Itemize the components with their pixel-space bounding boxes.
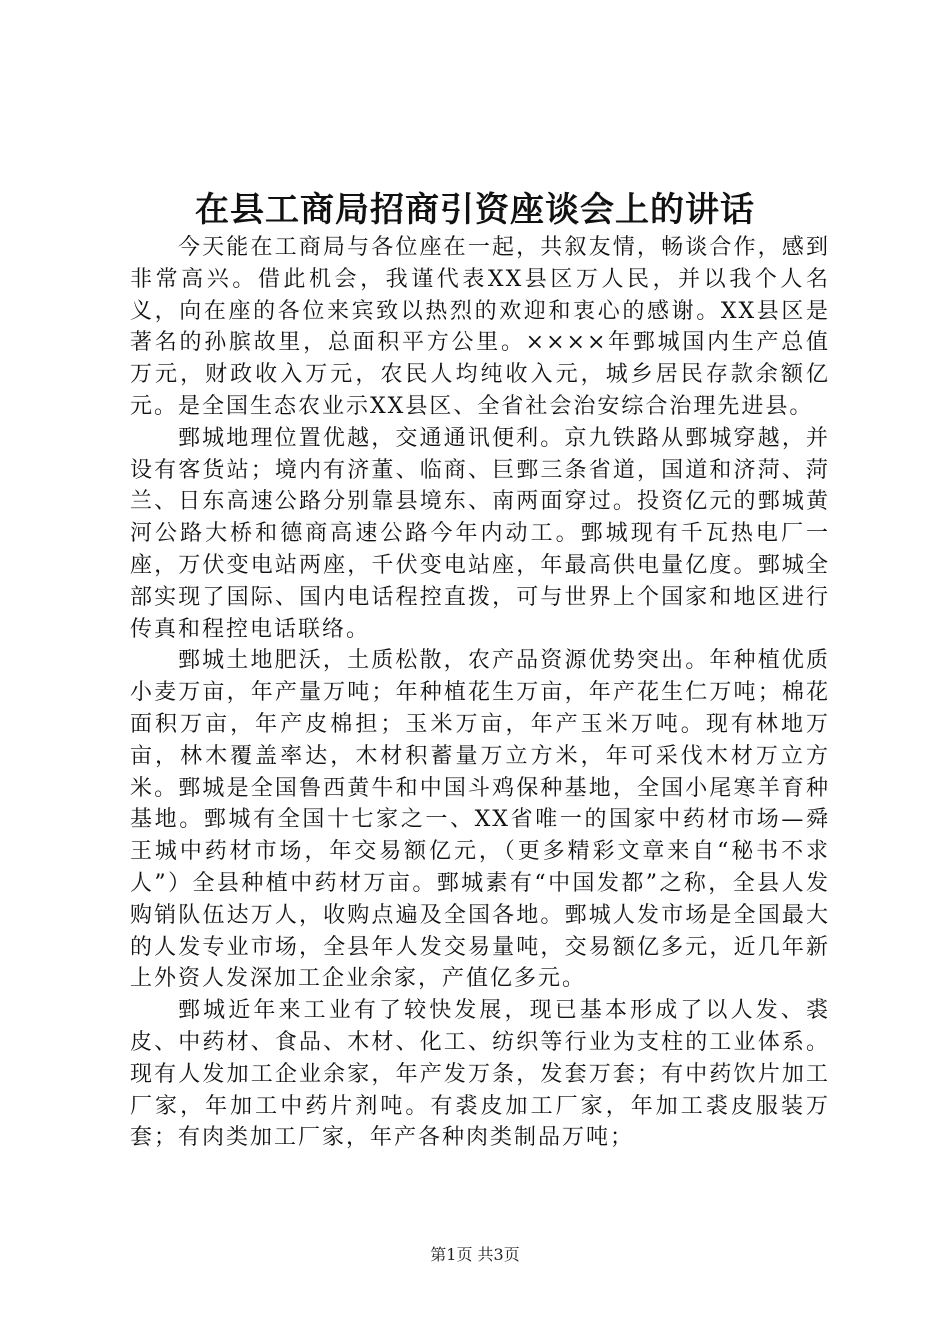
document-title: 在县工商局招商引资座谈会上的讲话 [195, 190, 755, 230]
paragraph: 今天能在工商局与各位座在一起，共叙友情，畅谈合作，感到非常高兴。借此机会，我谨代表XX县区万人民，并以我个人名义，向在座的各位来宾致以热烈的欢迎和衷心的感谢。XX县区是著名的孙膑故里，总面积平方公里。××××年鄄城国内生产总值万元，财政收入万元，农民人均纯收入元，城乡居民存款余额亿元。是全国生态农业示XX县区、全省社会治安综合治理先进县。 [130, 235, 830, 419]
paragraph: 鄄城土地肥沃，土质松散，农产品资源优势突出。年种植优质小麦万亩，年产量万吨；年种植花生万亩，年产花生仁万吨；棉花面积万亩，年产皮棉担；玉米万亩，年产玉米万吨。现有林地万亩，林木覆盖率达，木材积蓄量万立方米，年可采伐木材万立方米。鄄城是全国鲁西黄牛和中国斗鸡保种基地，全国小尾寒羊育种基地。鄄城有全国十七家之一、XX省唯一的国家中药材市场—舜王城中药材市场，年交易额亿元，（更多精彩文章来自“秘书不求人”）全县种植中药材万亩。鄄城素有“中国发都”之称，全县人发购销队伍达万人，收购点遍及全国各地。鄄城人发市场是全国最大的人发专业市场，全县年人发交易量吨，交易额亿多元，近几年新上外资人发深加工企业余家，产值亿多元。 [130, 648, 830, 992]
document-body [130, 232, 830, 1154]
paragraph: 鄄城地理位置优越，交通通讯便利。京九铁路从鄄城穿越，并设有客货站；境内有济董、临商、巨鄄三条省道，国道和济菏、菏兰、日东高速公路分别靠县境东、南两面穿过。投资亿元的鄄城黄河公路大桥和德商高速公路今年内动工。鄄城现有千瓦热电厂一座，万伏变电站两座，千伏变电站座，年最高供电量亿度。鄄城全部实现了国际、国内电话程控直拨，可与世界上个国家和地区进行传真和程控电话联络。 [130, 425, 830, 642]
paragraph: 鄄城近年来工业有了较快发展，现已基本形成了以人发、裘皮、中药材、食品、木材、化工、纺织等行业为支柱的工业体系。现有人发加工企业余家，年产发万条，发套万套；有中药饮片加工厂家，年加工中药片剂吨。有裘皮加工厂家，年加工裘皮服装万套；有肉类加工厂家，年产各种肉类制品万吨； [130, 998, 830, 1151]
page-number-footer: 第1页 共3页 [430, 1245, 520, 1264]
